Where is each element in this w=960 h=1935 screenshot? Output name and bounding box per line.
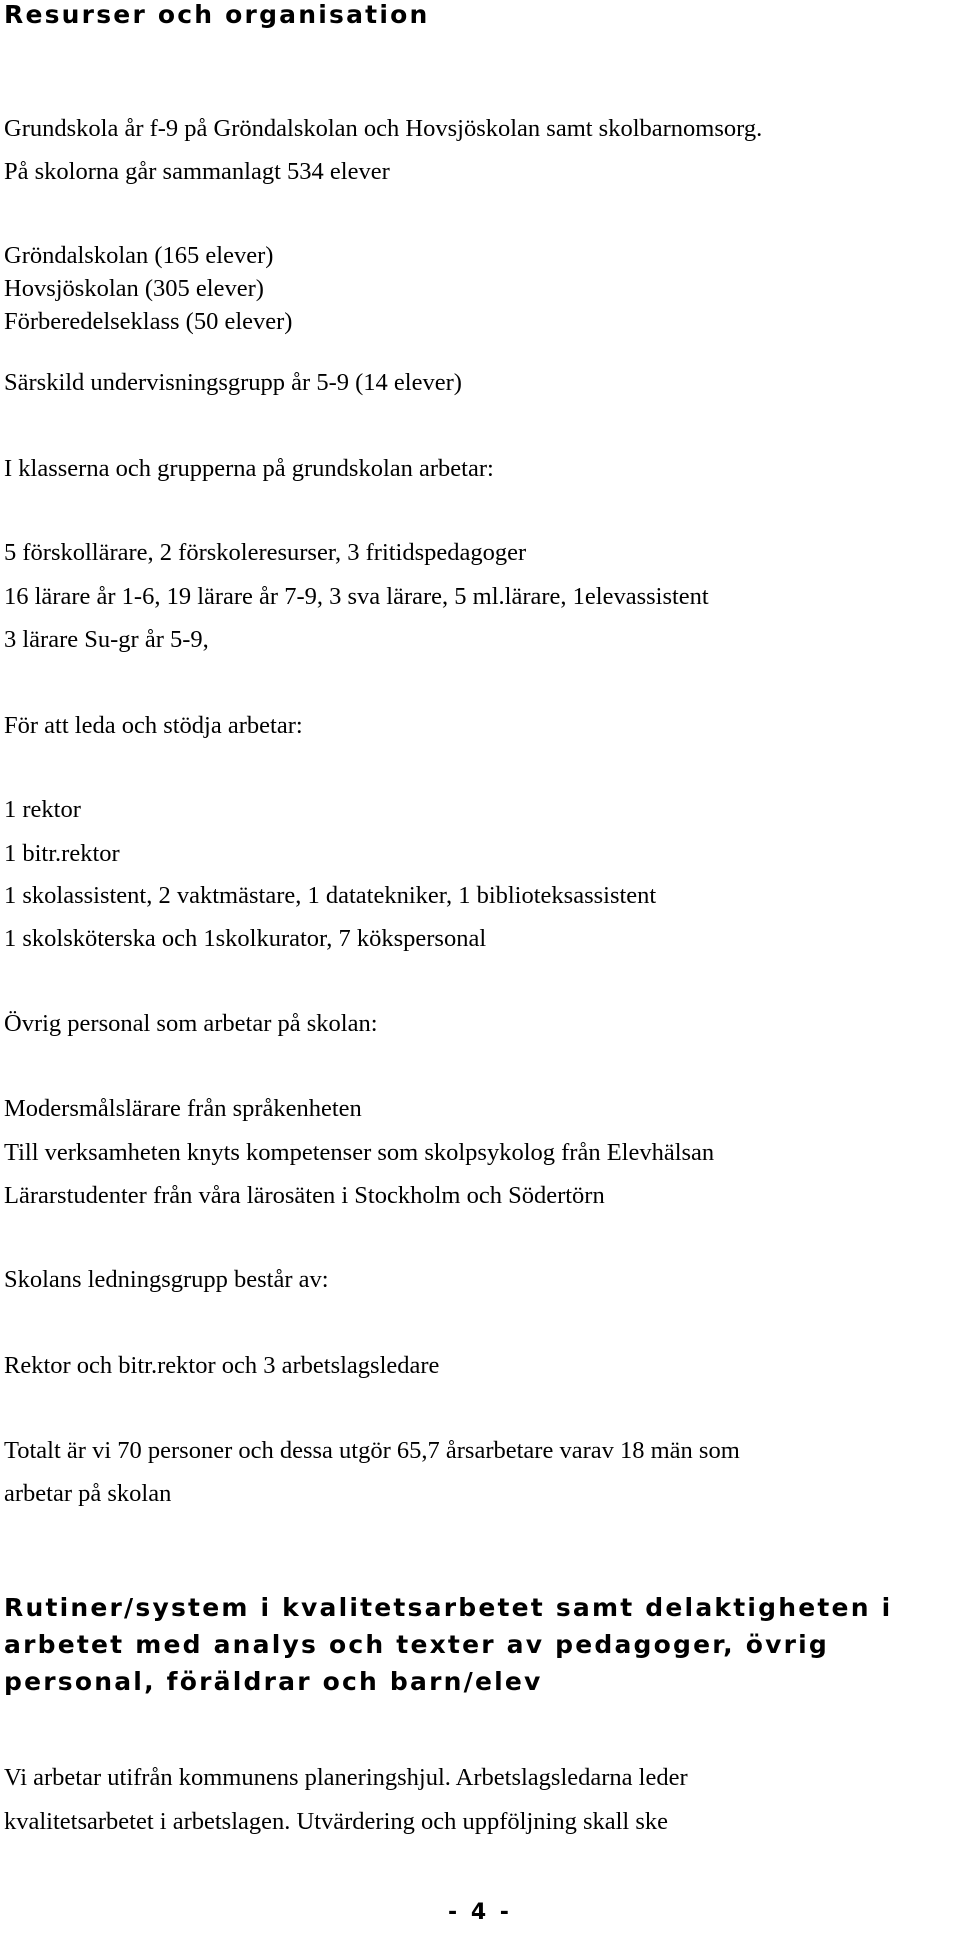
- page-number: - 4 -: [448, 1900, 512, 1925]
- other-staff-line-3: Lärarstudenter från våra lärosäten i Stockholm och Södertörn: [4, 1182, 605, 1209]
- total-line-1: Totalt är vi 70 personer och dessa utgör 65,7 årsarbetare varav 18 män som: [4, 1437, 740, 1464]
- section-heading-routines-line-2: arbetet med analys och texter av pedagoger, övrig: [4, 1630, 829, 1659]
- classes-staff-line-2: 16 lärare år 1-6, 19 lärare år 7-9, 3 sva lärare, 5 ml.lärare, 1elevassistent: [4, 583, 709, 610]
- lead-staff-line-3: 1 skolassistent, 2 vaktmästare, 1 datatekniker, 1 biblioteksassistent: [4, 882, 657, 909]
- other-staff-line-1: Modersmålslärare från språkenheten: [4, 1095, 362, 1122]
- intro-line-2: På skolorna går sammanlagt 534 elever: [4, 158, 390, 185]
- lead-staff-line-4: 1 skolsköterska och 1skolkurator, 7 kökspersonal: [4, 925, 487, 952]
- section-heading-routines-line-1: Rutiner/system i kvalitetsarbetet samt delaktigheten i: [4, 1593, 893, 1622]
- classes-staff-line-3: 3 lärare Su-gr år 5-9,: [4, 626, 209, 653]
- school-line-sarskild: Särskild undervisningsgrupp år 5-9 (14 elever): [4, 369, 462, 396]
- total-line-2: arbetar på skolan: [4, 1480, 172, 1507]
- school-line-forberedelse: Förberedelseklass (50 elever): [4, 308, 293, 335]
- school-line-hovsjo: Hovsjöskolan (305 elever): [4, 275, 264, 302]
- section-heading-routines-line-3: personal, föräldrar och barn/elev: [4, 1667, 543, 1696]
- mgmt-intro: Skolans ledningsgrupp består av:: [4, 1266, 329, 1293]
- classes-intro: I klasserna och grupperna på grundskolan arbetar:: [4, 455, 494, 482]
- routines-line-2: kvalitetsarbetet i arbetslagen. Utvärdering och uppföljning skall ske: [4, 1808, 669, 1835]
- intro-line-1: Grundskola år f-9 på Gröndalskolan och Hovsjöskolan samt skolbarnomsorg.: [4, 115, 763, 142]
- mgmt-members: Rektor och bitr.rektor och 3 arbetslagsledare: [4, 1352, 440, 1379]
- routines-line-1: Vi arbetar utifrån kommunens planeringshjul. Arbetslagsledarna leder: [4, 1764, 688, 1791]
- school-line-grondal: Gröndalskolan (165 elever): [4, 242, 274, 269]
- lead-staff-line-1: 1 rektor: [4, 796, 81, 823]
- lead-intro: För att leda och stödja arbetar:: [4, 712, 303, 739]
- lead-staff-line-2: 1 bitr.rektor: [4, 840, 120, 867]
- classes-staff-line-1: 5 förskollärare, 2 förskoleresurser, 3 fritidspedagoger: [4, 539, 527, 566]
- other-intro: Övrig personal som arbetar på skolan:: [4, 1010, 378, 1037]
- other-staff-line-2: Till verksamheten knyts kompetenser som skolpsykolog från Elevhälsan: [4, 1139, 715, 1166]
- section-heading-resources: Resurser och organisation: [4, 0, 430, 29]
